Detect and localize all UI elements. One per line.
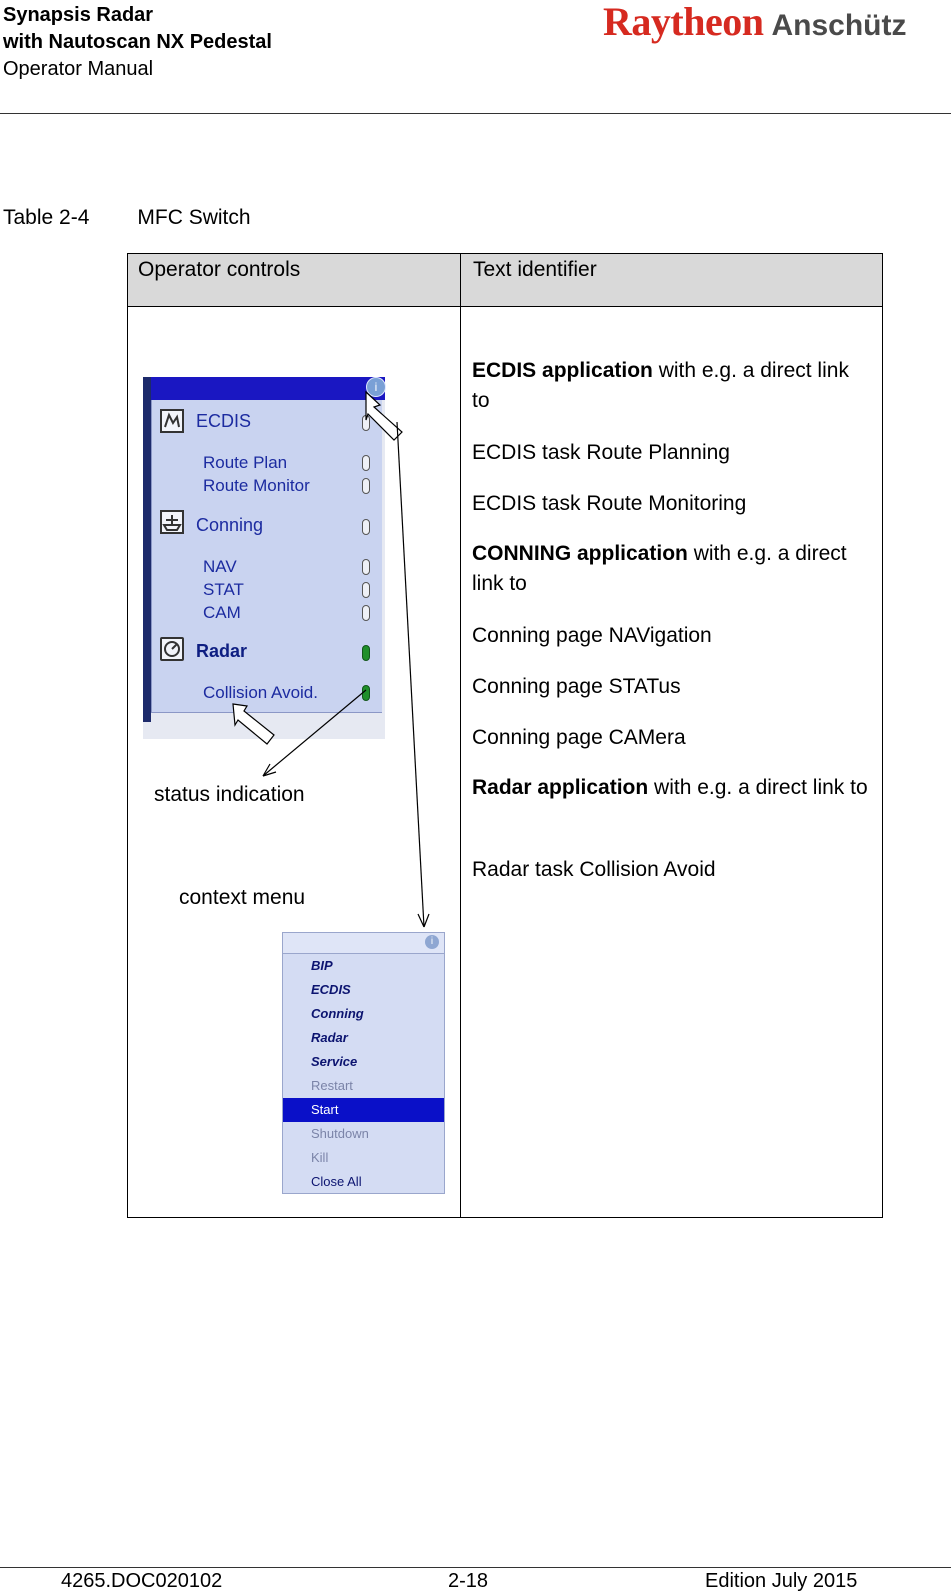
context-menu-label: context menu xyxy=(179,886,306,909)
desc-route-planning: ECDIS task Route Planning xyxy=(472,441,730,464)
block-arrow-help xyxy=(366,392,402,440)
context-item-radar[interactable]: Radar xyxy=(311,1030,348,1045)
mfc-item-collision-avoid[interactable]: Collision Avoid. xyxy=(203,683,318,702)
desc-ecdis-application: ECDIS application with e.g. a direct link to xyxy=(472,359,849,412)
header-line-3: Operator Manual xyxy=(3,58,154,80)
context-item-shutdown[interactable]: Shutdown xyxy=(311,1126,369,1141)
help-icon[interactable]: i xyxy=(366,377,386,397)
desc-collision-avoid: Radar task Collision Avoid xyxy=(472,858,716,881)
context-item-close-all[interactable]: Close All xyxy=(311,1174,362,1189)
status-callout-line xyxy=(263,690,366,776)
table-number: Table 2-4 xyxy=(3,206,90,229)
mfc-item-stat[interactable]: STAT xyxy=(203,580,244,599)
footer-doc-number: 4265.DOC020102 xyxy=(61,1570,223,1592)
mfc-item-nav[interactable]: NAV xyxy=(203,557,237,576)
mfc-item-radar[interactable]: Radar xyxy=(196,641,248,661)
context-item-start[interactable]: Start xyxy=(283,1098,444,1122)
table-title: MFC Switch xyxy=(137,206,251,229)
desc-conning-nav: Conning page NAVigation xyxy=(472,624,712,647)
context-item-kill[interactable]: Kill xyxy=(311,1150,329,1165)
context-item-conning[interactable]: Conning xyxy=(311,1006,364,1021)
mfc-item-route-monitor[interactable]: Route Monitor xyxy=(203,476,310,495)
desc-route-monitoring: ECDIS task Route Monitoring xyxy=(472,492,747,515)
footer-edition: Edition July 2015 xyxy=(705,1570,858,1592)
column-header-operator-controls: Operator controls xyxy=(138,258,301,281)
mfc-item-route-plan[interactable]: Route Plan xyxy=(203,453,288,472)
context-callout-line xyxy=(397,422,424,927)
logo-sub: Anschütz xyxy=(771,9,907,42)
desc-conning-application: CONNING application with e.g. a direct link to xyxy=(472,542,847,595)
column-header-text-identifier: Text identifier xyxy=(473,258,597,281)
footer-page-number: 2-18 xyxy=(448,1570,489,1592)
status-indication-label: status indication xyxy=(154,783,305,806)
context-item-service[interactable]: Service xyxy=(311,1054,358,1069)
context-help-icon[interactable]: i xyxy=(425,935,439,949)
mfc-item-conning[interactable]: Conning xyxy=(196,515,264,535)
desc-conning-cam: Conning page CAMera xyxy=(472,726,686,749)
mfc-item-ecdis[interactable]: ECDIS xyxy=(196,411,252,431)
context-item-ecdis[interactable]: ECDIS xyxy=(311,982,351,997)
footer-divider xyxy=(0,1567,951,1568)
mfc-item-cam[interactable]: CAM xyxy=(203,603,241,622)
context-item-restart[interactable]: Restart xyxy=(311,1078,353,1093)
desc-radar-application: Radar application with e.g. a direct link to xyxy=(472,776,868,799)
desc-conning-stat: Conning page STATus xyxy=(472,675,681,698)
header-line-2: with Nautoscan NX Pedestal xyxy=(3,31,272,53)
logo-brand: Raytheon xyxy=(603,0,764,44)
header-line-1: Synapsis Radar xyxy=(3,4,154,26)
context-item-bip[interactable]: BIP xyxy=(311,958,333,973)
block-arrow-status xyxy=(233,704,274,744)
